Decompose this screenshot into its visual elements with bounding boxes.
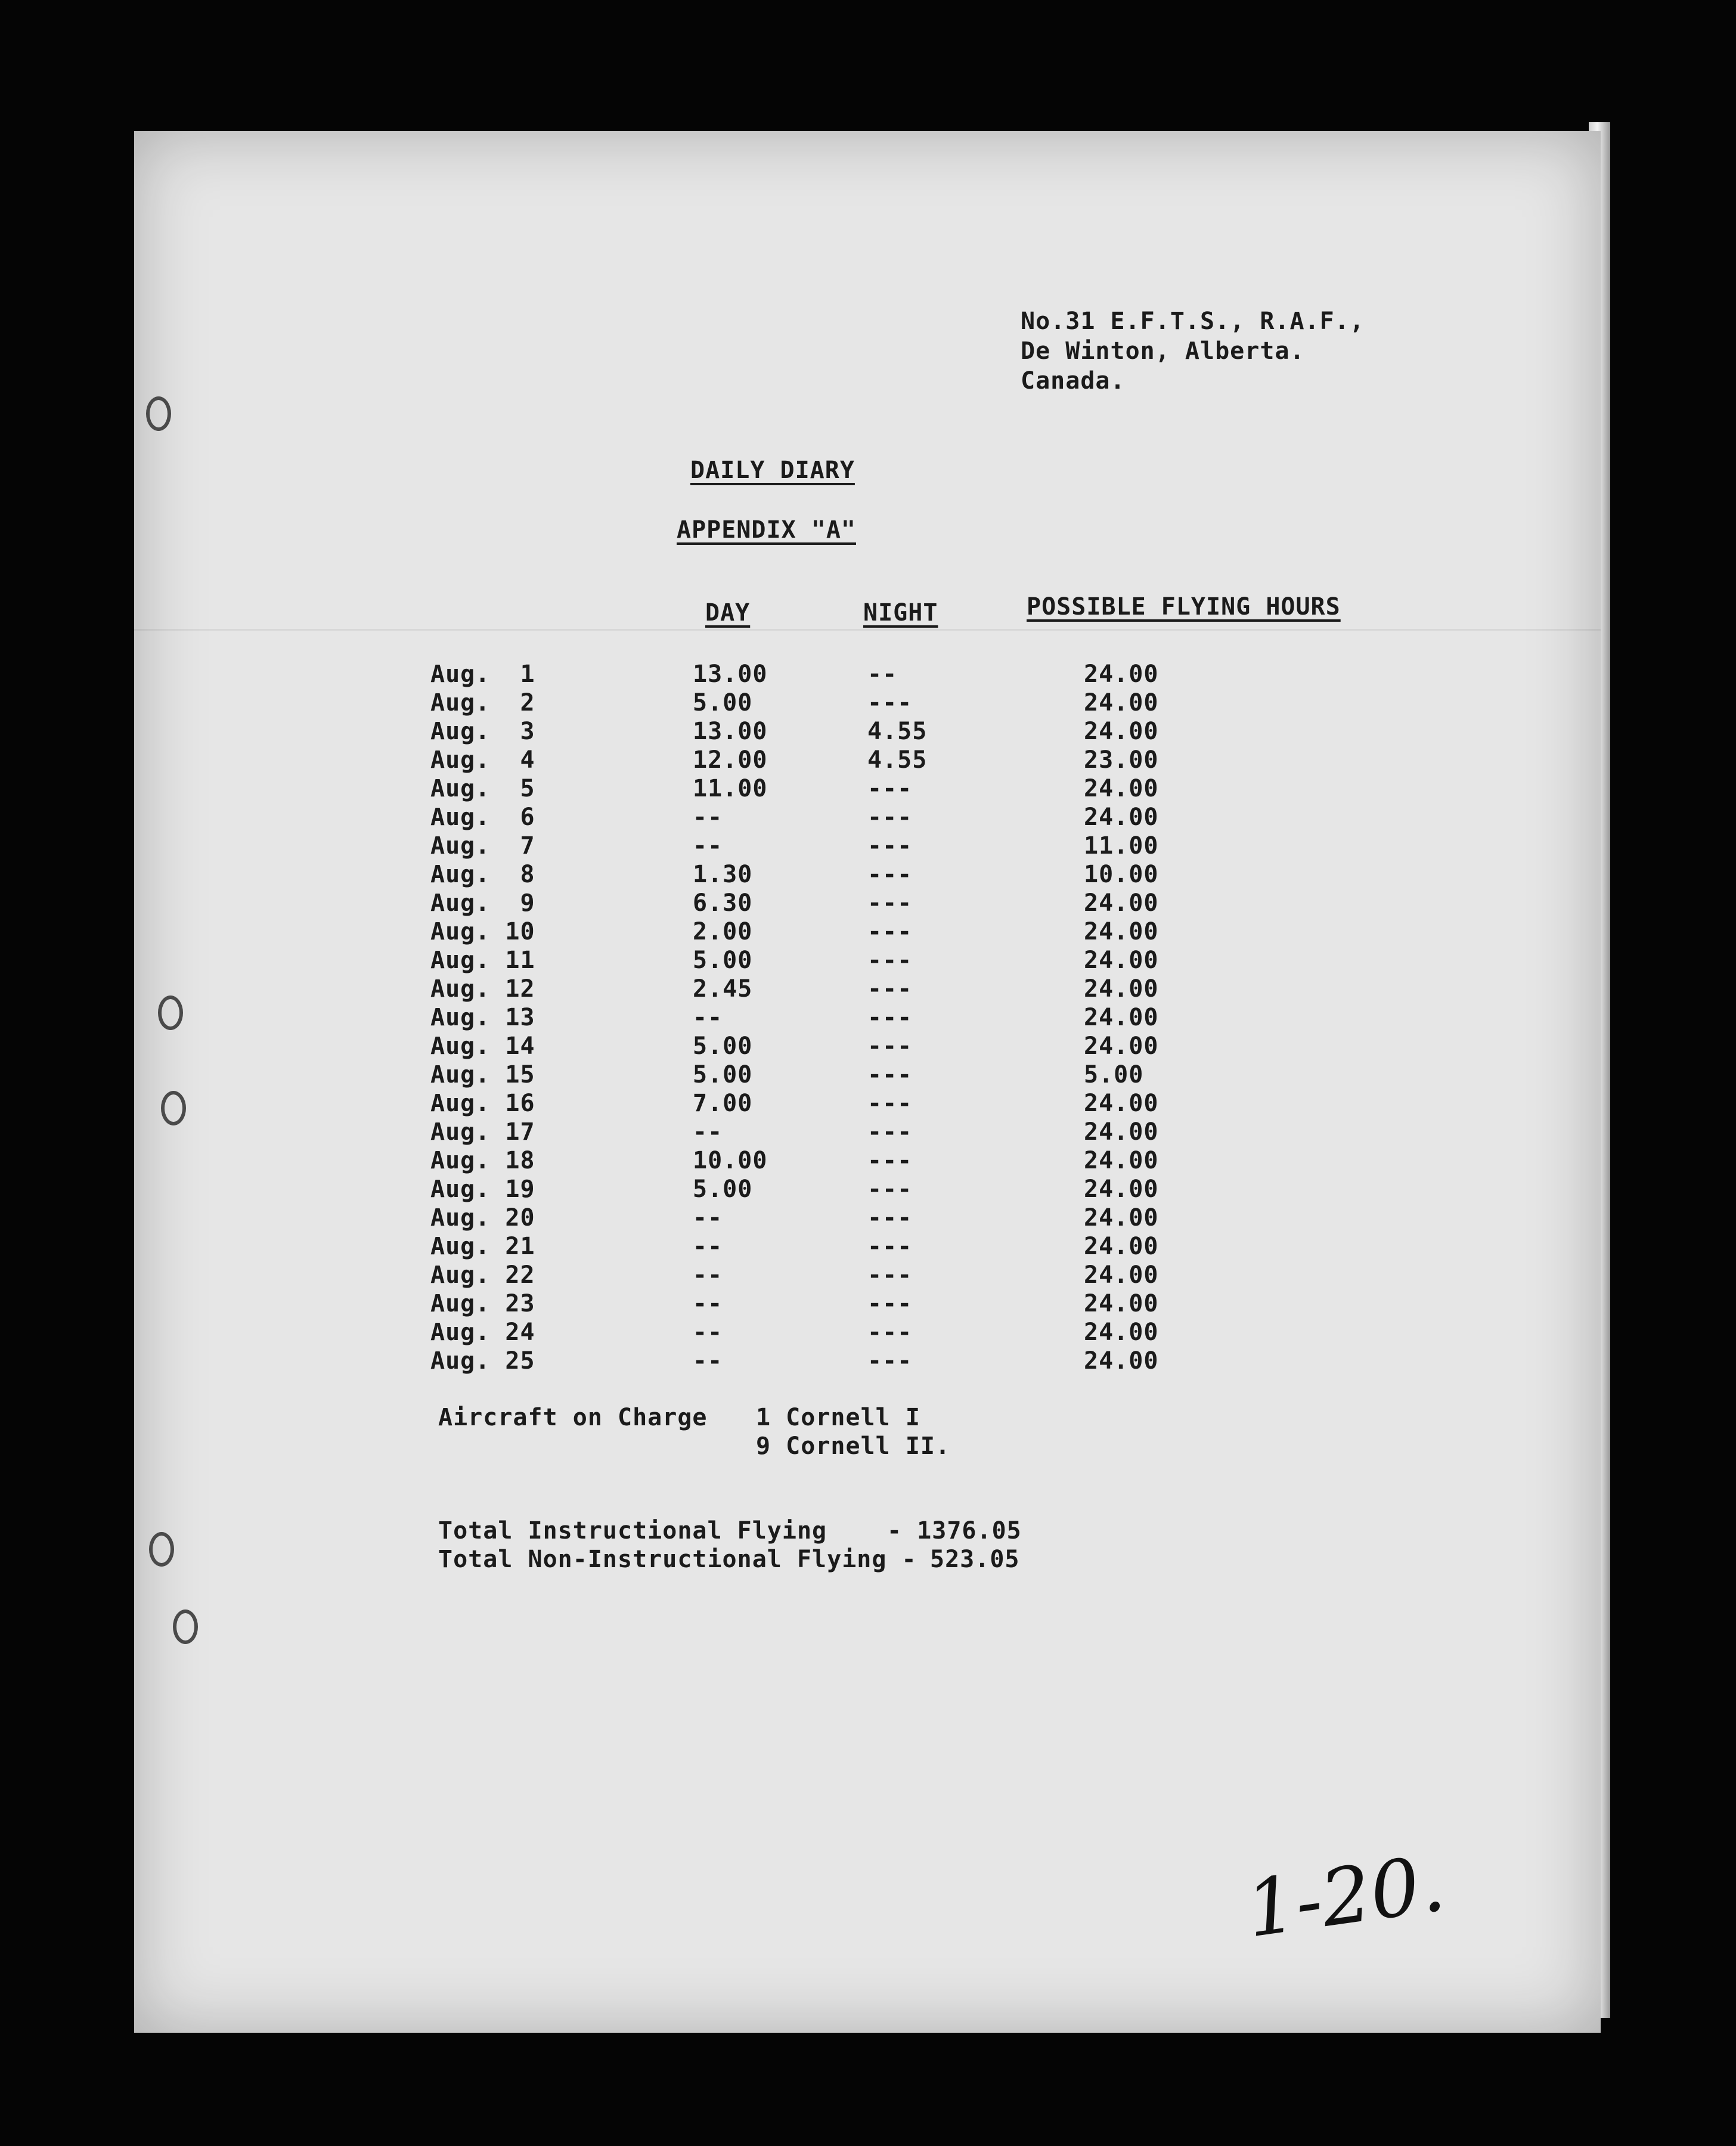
punch-hole (161, 1091, 186, 1125)
column-header-day: DAY (705, 599, 751, 627)
row-night-hours: --- (867, 1061, 913, 1088)
row-possible-hours: 24.00 (1084, 775, 1159, 802)
row-date: Aug. 18 (430, 1147, 535, 1174)
row-day-hours: 13.00 (693, 718, 768, 745)
row-day-hours: 5.00 (693, 947, 753, 974)
row-possible-hours: 24.00 (1084, 1204, 1159, 1232)
fold-line (134, 629, 1601, 631)
appendix-title: APPENDIX "A" (677, 516, 856, 544)
row-date: Aug. 23 (430, 1290, 535, 1317)
row-possible-hours: 23.00 (1084, 746, 1159, 774)
row-date: Aug. 22 (430, 1261, 535, 1289)
row-date: Aug. 25 (430, 1347, 535, 1375)
row-possible-hours: 24.00 (1084, 1032, 1159, 1060)
row-day-hours: -- (693, 1319, 723, 1346)
row-night-hours: --- (867, 804, 913, 831)
row-night-hours: 4.55 (867, 746, 928, 774)
row-possible-hours: 24.00 (1084, 689, 1159, 717)
row-day-hours: -- (693, 1004, 723, 1031)
punch-hole (158, 996, 183, 1030)
punch-hole (149, 1532, 174, 1567)
row-night-hours: -- (867, 660, 898, 688)
row-date: Aug. 15 (430, 1061, 535, 1088)
row-day-hours: -- (693, 1261, 723, 1289)
row-date: Aug. 14 (430, 1032, 535, 1060)
aircraft-line-1: 1 Cornell I (756, 1404, 920, 1431)
row-date: Aug. 8 (430, 861, 535, 888)
row-night-hours: --- (867, 1319, 913, 1346)
row-day-hours: 2.00 (693, 918, 753, 945)
row-night-hours: --- (867, 1147, 913, 1174)
punch-hole (146, 396, 171, 431)
row-possible-hours: 24.00 (1084, 804, 1159, 831)
row-date: Aug. 1 (430, 660, 535, 688)
row-date: Aug. 9 (430, 889, 535, 917)
row-night-hours: --- (867, 832, 913, 860)
row-date: Aug. 2 (430, 689, 535, 717)
row-night-hours: --- (867, 1204, 913, 1232)
row-possible-hours: 11.00 (1084, 832, 1159, 860)
column-header-night: NIGHT (863, 599, 938, 627)
row-possible-hours: 24.00 (1084, 918, 1159, 945)
row-date: Aug. 19 (430, 1176, 535, 1203)
row-date: Aug. 11 (430, 947, 535, 974)
row-night-hours: --- (867, 689, 913, 717)
row-date: Aug. 6 (430, 804, 535, 831)
row-possible-hours: 24.00 (1084, 1319, 1159, 1346)
row-date: Aug. 21 (430, 1233, 535, 1260)
row-possible-hours: 24.00 (1084, 1347, 1159, 1375)
row-possible-hours: 24.00 (1084, 975, 1159, 1003)
aircraft-label: Aircraft on Charge (438, 1404, 708, 1431)
row-possible-hours: 24.00 (1084, 718, 1159, 745)
row-night-hours: --- (867, 1347, 913, 1375)
row-date: Aug. 3 (430, 718, 535, 745)
row-day-hours: 5.00 (693, 1032, 753, 1060)
row-day-hours: -- (693, 804, 723, 831)
row-date: Aug. 17 (430, 1118, 535, 1146)
row-day-hours: 11.00 (693, 775, 768, 802)
row-night-hours: --- (867, 861, 913, 888)
row-date: Aug. 10 (430, 918, 535, 945)
row-night-hours: 4.55 (867, 718, 928, 745)
aircraft-line-2: 9 Cornell II. (756, 1432, 951, 1460)
row-possible-hours: 24.00 (1084, 1118, 1159, 1146)
row-possible-hours: 24.00 (1084, 1004, 1159, 1031)
row-day-hours: 1.30 (693, 861, 753, 888)
diary-title: DAILY DIARY (690, 457, 855, 484)
row-possible-hours: 5.00 (1084, 1061, 1144, 1088)
row-day-hours: -- (693, 1290, 723, 1317)
row-night-hours: --- (867, 1090, 913, 1117)
punch-hole (173, 1610, 198, 1644)
row-day-hours: -- (693, 1347, 723, 1375)
row-day-hours: -- (693, 1204, 723, 1232)
row-day-hours: -- (693, 1118, 723, 1146)
row-day-hours: 5.00 (693, 1061, 753, 1088)
row-possible-hours: 24.00 (1084, 947, 1159, 974)
row-night-hours: --- (867, 1261, 913, 1289)
row-date: Aug. 24 (430, 1319, 535, 1346)
unit-line: No.31 E.F.T.S., R.A.F., (1021, 308, 1365, 335)
row-night-hours: --- (867, 947, 913, 974)
row-possible-hours: 24.00 (1084, 1290, 1159, 1317)
row-day-hours: 5.00 (693, 1176, 753, 1203)
row-day-hours: 13.00 (693, 660, 768, 688)
row-possible-hours: 24.00 (1084, 1147, 1159, 1174)
row-possible-hours: 24.00 (1084, 1090, 1159, 1117)
row-night-hours: --- (867, 1004, 913, 1031)
row-day-hours: 2.45 (693, 975, 753, 1003)
row-date: Aug. 4 (430, 746, 535, 774)
row-night-hours: --- (867, 775, 913, 802)
row-date: Aug. 13 (430, 1004, 535, 1031)
row-date: Aug. 5 (430, 775, 535, 802)
row-possible-hours: 24.00 (1084, 1233, 1159, 1260)
row-possible-hours: 24.00 (1084, 660, 1159, 688)
handwritten-folio-note: 1-20. (1241, 1837, 1450, 1955)
country-line: Canada. (1021, 367, 1126, 395)
row-date: Aug. 20 (430, 1204, 535, 1232)
row-night-hours: --- (867, 1233, 913, 1260)
column-header-possible: POSSIBLE FLYING HOURS (1027, 593, 1341, 621)
row-possible-hours: 10.00 (1084, 861, 1159, 888)
total-non-instructional-value: 523.05 (930, 1546, 1020, 1573)
row-possible-hours: 24.00 (1084, 889, 1159, 917)
row-night-hours: --- (867, 975, 913, 1003)
row-night-hours: --- (867, 1032, 913, 1060)
total-non-instructional-label: Total Non-Instructional Flying - (438, 1546, 917, 1573)
row-day-hours: 5.00 (693, 689, 753, 717)
row-night-hours: --- (867, 889, 913, 917)
row-date: Aug. 12 (430, 975, 535, 1003)
row-date: Aug. 16 (430, 1090, 535, 1117)
row-day-hours: -- (693, 1233, 723, 1260)
row-night-hours: --- (867, 1176, 913, 1203)
row-day-hours: 6.30 (693, 889, 753, 917)
row-date: Aug. 7 (430, 832, 535, 860)
row-day-hours: 7.00 (693, 1090, 753, 1117)
row-night-hours: --- (867, 918, 913, 945)
row-day-hours: 10.00 (693, 1147, 768, 1174)
row-possible-hours: 24.00 (1084, 1176, 1159, 1203)
row-day-hours: 12.00 (693, 746, 768, 774)
row-day-hours: -- (693, 832, 723, 860)
row-night-hours: --- (867, 1118, 913, 1146)
row-night-hours: --- (867, 1290, 913, 1317)
row-possible-hours: 24.00 (1084, 1261, 1159, 1289)
total-instructional-label: Total Instructional Flying (438, 1517, 827, 1545)
place-line: De Winton, Alberta. (1021, 337, 1305, 365)
total-instructional-value: - 1376.05 (887, 1517, 1022, 1545)
